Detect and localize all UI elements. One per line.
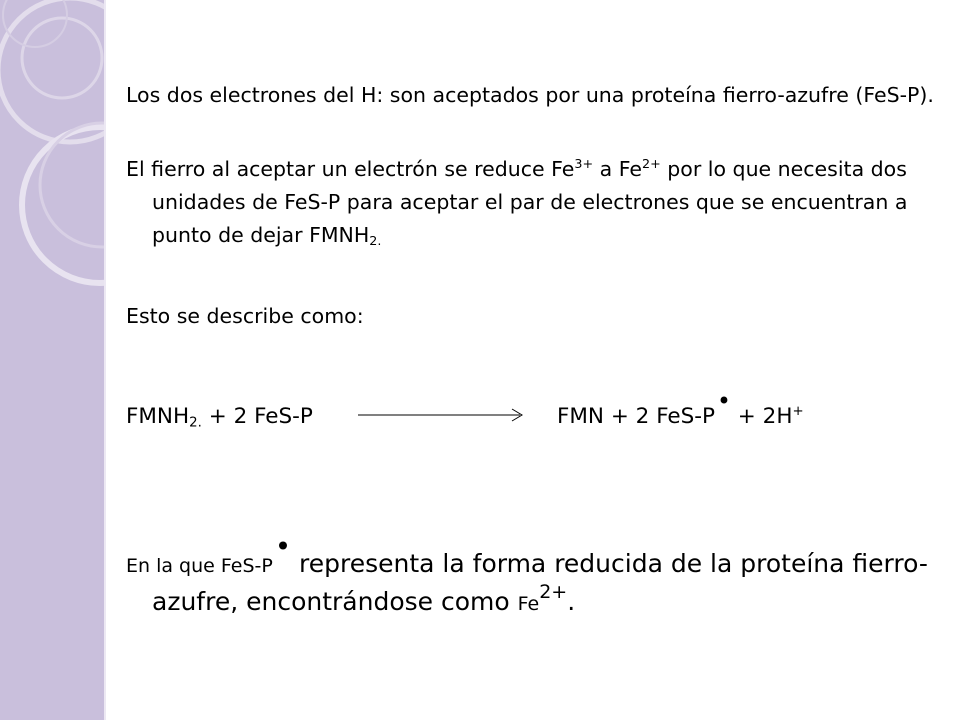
paragraph-described-as — [126, 300, 952, 333]
eq-plus: + — [792, 403, 804, 419]
para4-text-c: Fe — [517, 593, 540, 615]
superscript-2plus: 2+ — [642, 156, 661, 172]
radical-dot-icon: • — [717, 386, 731, 415]
paragraph-h-electrons — [126, 79, 952, 112]
para2-text-a: El fierro al aceptar un electrón se reduce Fe — [126, 157, 575, 181]
eq-fmn: FMN + 2 FeS-P — [557, 404, 715, 429]
equation-reactants — [126, 400, 313, 433]
eq-2h: + 2H — [730, 404, 793, 429]
para1-text: Los dos electrones del H: son aceptados por una proteína fierro-azufre (FeS-P). — [126, 83, 934, 107]
eq-fmnh: FMNH — [126, 404, 190, 429]
para4-text-d: . — [567, 587, 576, 616]
superscript-2plus: 2+ — [539, 581, 568, 604]
para3-text: Esto se describe como: — [126, 304, 364, 328]
reaction-arrow-icon — [358, 403, 528, 427]
superscript-3plus: 3+ — [574, 156, 594, 172]
para2-text-c: por lo que necesita dos unidades de FeS-P para aceptar el par de electrones que se encuentran a punto de dejar FMNH — [152, 157, 908, 247]
paragraph-reduced-form — [126, 530, 952, 622]
eq-sub: 2. — [189, 415, 202, 431]
radical-dot-icon: • — [274, 530, 292, 563]
subscript-2: 2. — [369, 233, 382, 249]
para4-text-b: representa la forma reducida de la proteína fierro-azufre, encontrándose como — [152, 549, 928, 616]
para2-text-b: a Fe — [593, 157, 643, 181]
para4-text-a: En la que FeS-P — [126, 555, 273, 577]
equation-products — [557, 386, 804, 433]
paragraph-iron-reduction — [126, 153, 952, 252]
eq-feSp: + 2 FeS-P — [201, 404, 313, 429]
